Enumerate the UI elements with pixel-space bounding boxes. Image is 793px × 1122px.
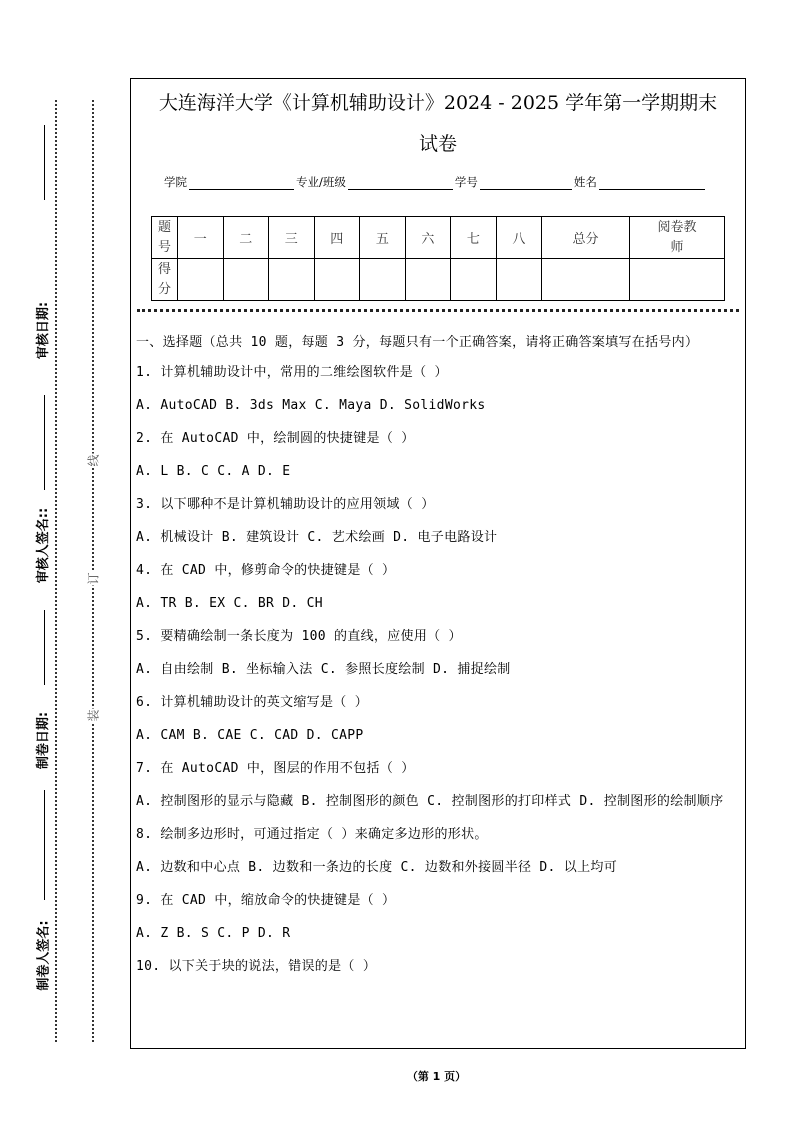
major-class-field[interactable]	[348, 178, 453, 190]
signature-line	[44, 125, 45, 200]
header-cell: 三	[269, 217, 315, 259]
header-cell: 七	[451, 217, 497, 259]
compiler-signature-label	[22, 905, 62, 1005]
question: 4. 在 CAD 中，修剪命令的快捷键是（ ）	[136, 563, 396, 578]
question-options: A. 机械设计 B. 建筑设计 C. 艺术绘画 D. 电子电路设计	[136, 530, 498, 545]
score-cell[interactable]	[223, 259, 269, 301]
question-options: A. L B. C C. A D. E	[136, 464, 291, 479]
question-options: A. AutoCAD B. 3ds Max C. Maya D. SolidWorks	[136, 398, 486, 413]
signature-line	[44, 790, 45, 900]
question: 5. 要精确绘制一条长度为 100 的直线，应使用（ ）	[136, 629, 462, 644]
binding-mark-line: 线	[86, 454, 101, 467]
header-cell: 阅卷教师	[630, 217, 725, 259]
section-heading: 一、选择题（总共 10 题，每题 3 分，每题只有一个正确答案，请将正确答案填写在括号内）	[136, 335, 699, 350]
page-number: （第 1 页）	[406, 1070, 467, 1083]
reviewer-signature-label	[22, 495, 62, 595]
question: 8. 绘制多边形时，可通过指定（ ）来确定多边形的形状。	[136, 827, 488, 842]
question-options: A. CAM B. CAE C. CAD D. CAPP	[136, 728, 364, 743]
review-date-text: 审核日期:	[36, 301, 52, 359]
question-options: A. 边数和中心点 B. 边数和一条边的长度 C. 边数和外接圆半径 D. 以上均可	[136, 860, 617, 875]
score-table	[151, 216, 725, 301]
question: 1. 计算机辅助设计中，常用的二维绘图软件是（ ）	[136, 365, 448, 380]
reviewer-signature-text: 审核人签名::	[36, 507, 52, 583]
exam-title-line2: 试卷	[418, 133, 457, 155]
score-cell[interactable]	[314, 259, 360, 301]
score-cell[interactable]	[630, 259, 725, 301]
student-id-label: 学号	[454, 175, 478, 189]
section-multiple-choice	[136, 332, 740, 989]
header-cell: 二	[223, 217, 269, 259]
exam-title: 大连海洋大学《计算机辅助设计》2024 - 2025 学年第一学期期末	[158, 92, 718, 114]
binding-mark-bind: 装	[86, 709, 101, 722]
score-row	[152, 259, 725, 301]
question: 3. 以下哪种不是计算机辅助设计的应用领域（ ）	[136, 497, 435, 512]
row-label: 得分	[152, 259, 178, 301]
signature-line	[44, 610, 45, 685]
compile-date-text: 制卷日期:	[36, 711, 52, 769]
signature-line	[44, 395, 45, 490]
student-id-field[interactable]	[480, 178, 572, 190]
score-table-header	[152, 217, 725, 259]
header-cell: 一	[178, 217, 224, 259]
score-cell[interactable]	[360, 259, 406, 301]
question-options: A. 控制图形的显示与隐藏 B. 控制图形的颜色 C. 控制图形的打印样式 D. 控制图形的绘制顺序	[136, 794, 724, 809]
name-label: 姓名	[573, 175, 597, 189]
header-cell: 四	[314, 217, 360, 259]
score-cell[interactable]	[496, 259, 542, 301]
separator-dotted-line	[137, 309, 739, 312]
college-field[interactable]	[189, 178, 294, 190]
compiler-signature-text: 制卷人签名:	[36, 919, 52, 991]
score-cell[interactable]	[542, 259, 630, 301]
major-class-label: 专业/班级	[296, 175, 346, 189]
exam-frame	[130, 78, 746, 1049]
compile-date-label	[22, 690, 62, 790]
college-label: 学院	[164, 175, 187, 189]
question: 2. 在 AutoCAD 中，绘制圆的快捷键是（ ）	[136, 431, 415, 446]
question: 7. 在 AutoCAD 中，图层的作用不包括（ ）	[136, 761, 415, 776]
question-options: A. Z B. S C. P D. R	[136, 926, 291, 941]
question-options: A. 自由绘制 B. 坐标输入法 C. 参照长度绘制 D. 捕捉绘制	[136, 662, 511, 677]
student-info	[164, 174, 707, 190]
review-date-label	[22, 280, 62, 380]
question: 10. 以下关于块的说法，错误的是（ ）	[136, 959, 377, 974]
question: 9. 在 CAD 中，缩放命令的快捷键是（ ）	[136, 893, 396, 908]
header-cell: 五	[360, 217, 406, 259]
header-cell: 题号	[152, 217, 178, 259]
question-options: A. TR B. EX C. BR D. CH	[136, 596, 323, 611]
score-cell[interactable]	[405, 259, 451, 301]
header-cell: 八	[496, 217, 542, 259]
header-cell: 六	[405, 217, 451, 259]
binding-mark-staple: 订	[86, 572, 101, 585]
name-field[interactable]	[599, 178, 705, 190]
header-cell: 总分	[542, 217, 630, 259]
score-cell[interactable]	[451, 259, 497, 301]
score-cell[interactable]	[269, 259, 315, 301]
question: 6. 计算机辅助设计的英文缩写是（ ）	[136, 695, 369, 710]
score-cell[interactable]	[178, 259, 224, 301]
